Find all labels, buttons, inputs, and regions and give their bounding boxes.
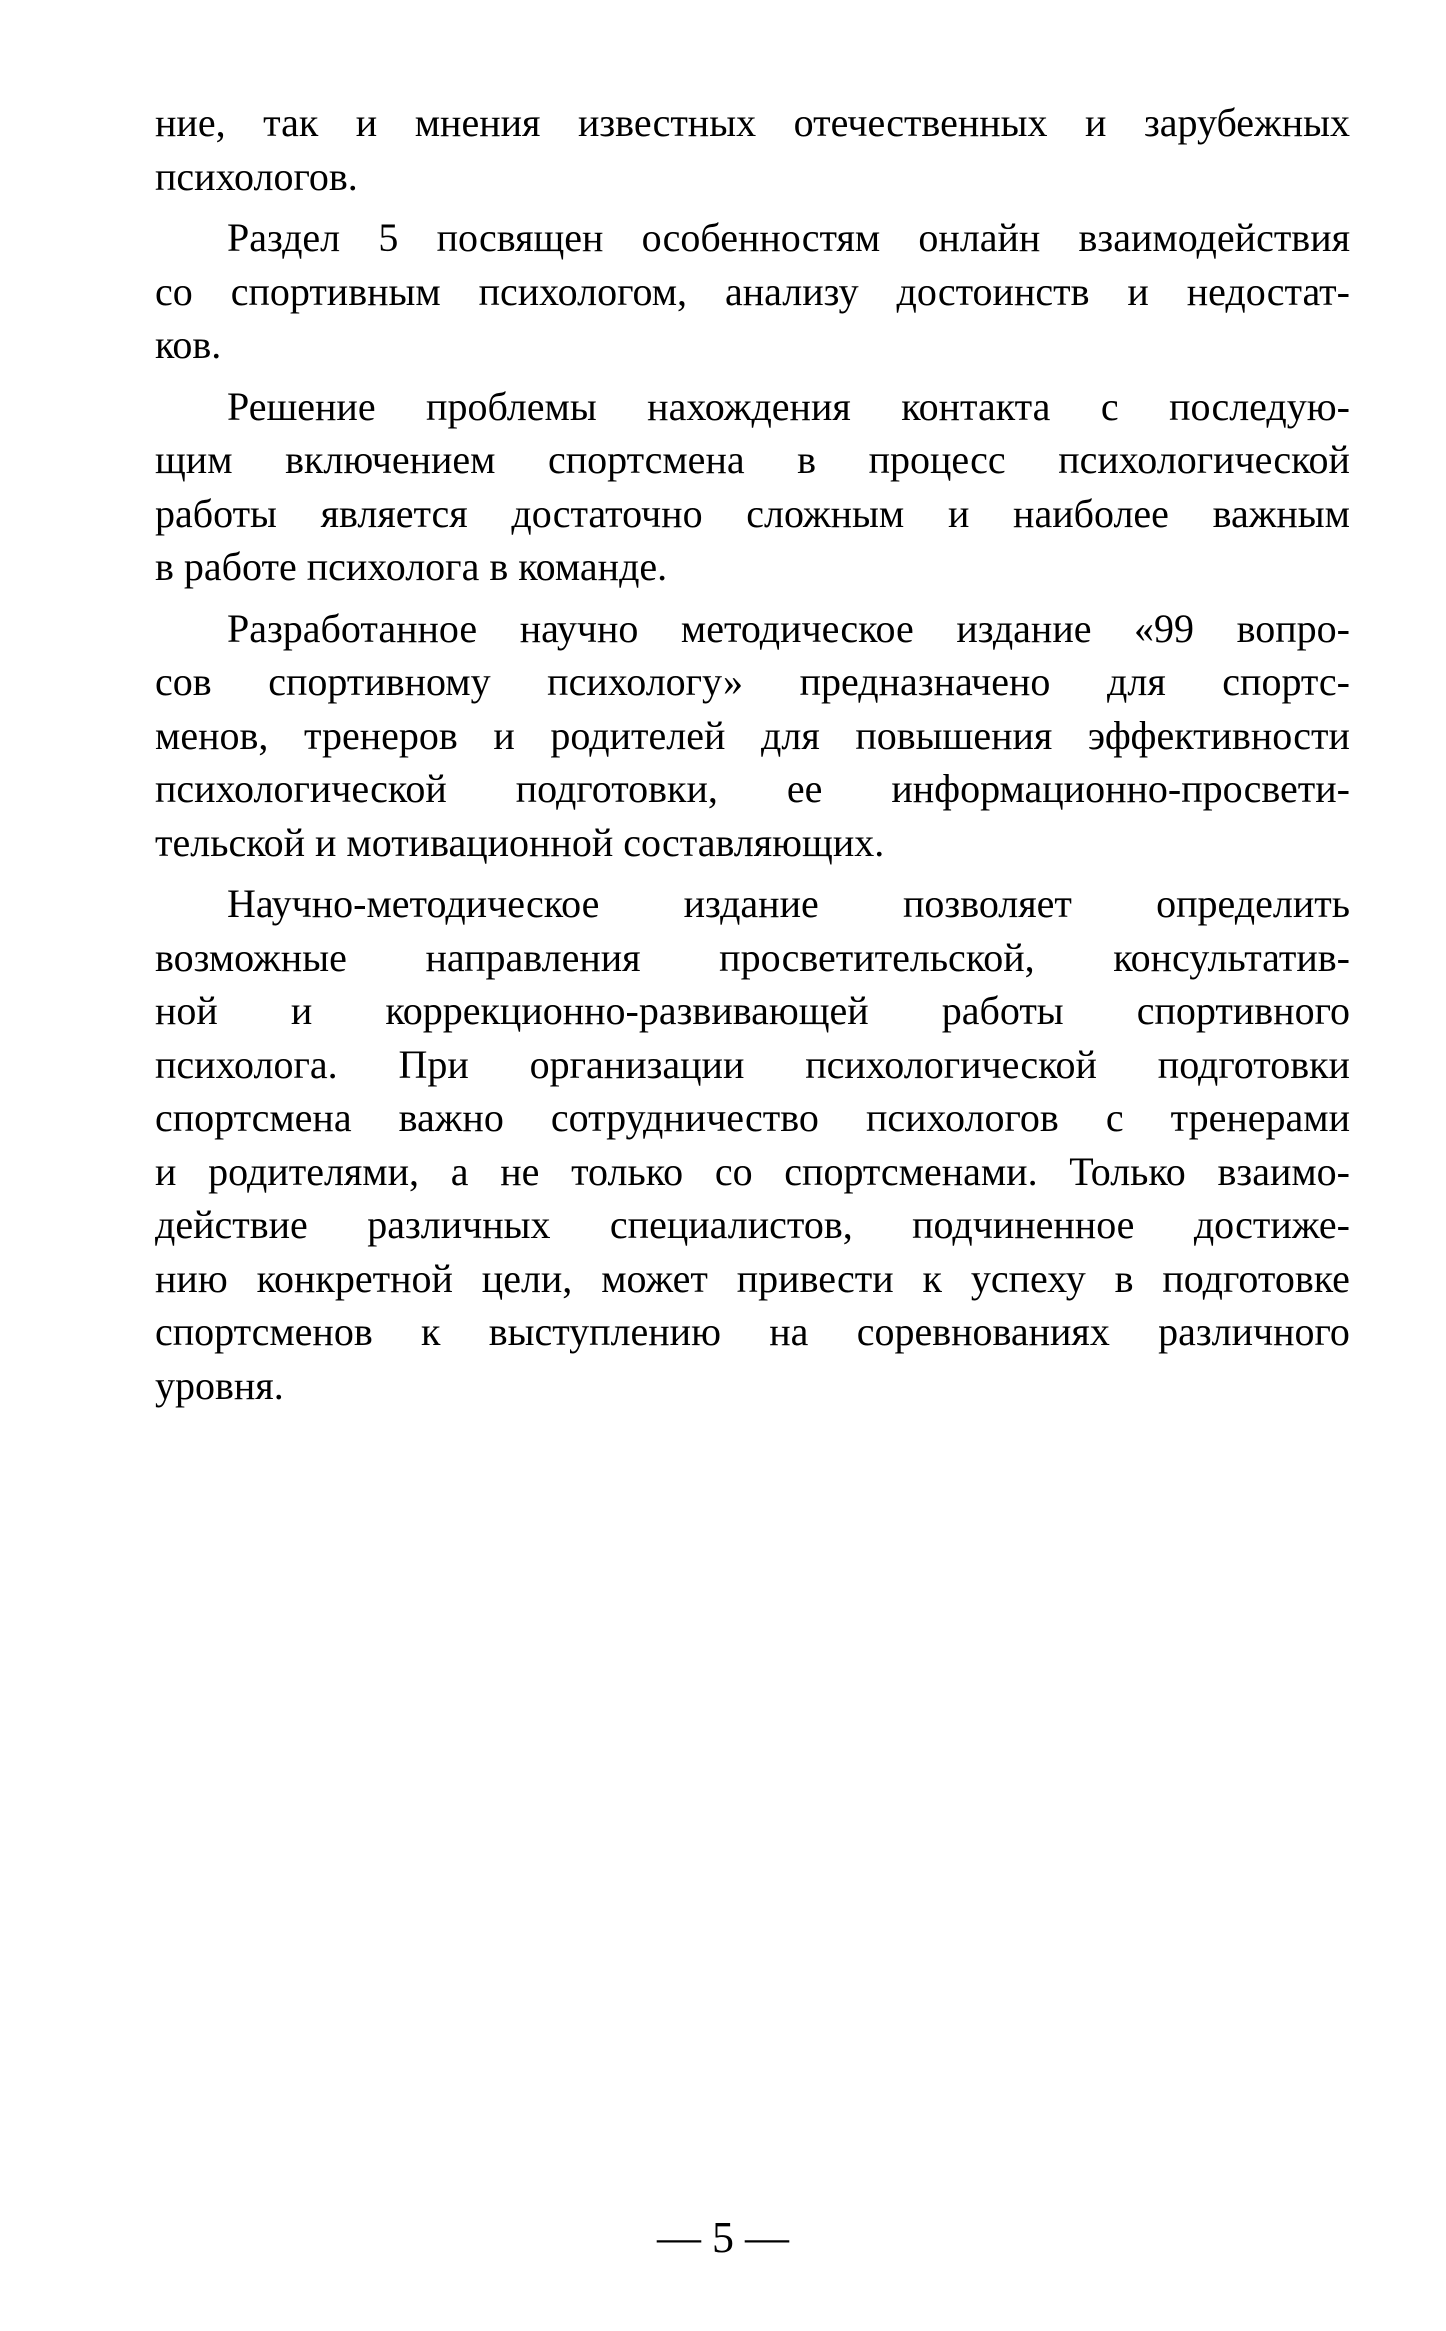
paragraph bbox=[155, 877, 1350, 1412]
text-line: Научно-методическое издание позволяет определить bbox=[227, 881, 1350, 926]
text-line: тельской и мотивационной составляющих. bbox=[155, 819, 885, 865]
text-line: и родителями, а не только со спортсменами. Только взаимо- bbox=[155, 1148, 1350, 1194]
text-line: ной и коррекционно-развивающей работы спортивного bbox=[155, 988, 1350, 1033]
text-line: щим включением спортсмена в процесс психологической bbox=[155, 437, 1350, 482]
text-line: со спортивным психологом, анализу достоинств и недостат- bbox=[155, 268, 1350, 314]
text-line: ние, так и мнения известных отечественных и зарубежных bbox=[155, 100, 1350, 145]
paragraph bbox=[155, 96, 1350, 203]
page-number: — 5 — bbox=[657, 2213, 789, 2262]
text-line: спортсменов к выступлению на соревнованиях различного bbox=[155, 1309, 1350, 1354]
text-line: уровня. bbox=[155, 1362, 284, 1408]
text-line: сов спортивному психологу» предназначено для спортс- bbox=[155, 659, 1350, 704]
text-line: психолога. При организации психологической подготовки bbox=[155, 1041, 1350, 1087]
paragraph bbox=[155, 211, 1350, 372]
text-line: возможные направления просветительской, консультатив- bbox=[155, 934, 1350, 980]
text-line: в работе психолога в команде. bbox=[155, 544, 668, 589]
paragraph bbox=[155, 602, 1350, 870]
text-line: менов, тренеров и родителей для повышения эффективности bbox=[155, 712, 1350, 758]
text-line: Разработанное научно методическое издание «99 вопро- bbox=[227, 605, 1350, 651]
page-body bbox=[155, 96, 1350, 1420]
text-line: психологов. bbox=[155, 153, 358, 199]
paragraph bbox=[155, 380, 1350, 594]
text-line: ков. bbox=[155, 322, 222, 367]
text-line: спортсмена важно сотрудничество психологов с тренерами bbox=[155, 1095, 1350, 1140]
text-line: Раздел 5 посвящен особенностям онлайн взаимодействия bbox=[227, 215, 1350, 260]
text-line: работы является достаточно сложным и наиболее важным bbox=[155, 490, 1350, 536]
text-line: нию конкретной цели, может привести к успеху в подготовке bbox=[155, 1255, 1350, 1301]
text-line: Решение проблемы нахождения контакта с последую- bbox=[227, 383, 1350, 429]
text-line: психологической подготовки, ее информационно-просвети- bbox=[155, 766, 1350, 811]
text-line: действие различных специалистов, подчиненное достиже- bbox=[155, 1202, 1350, 1247]
